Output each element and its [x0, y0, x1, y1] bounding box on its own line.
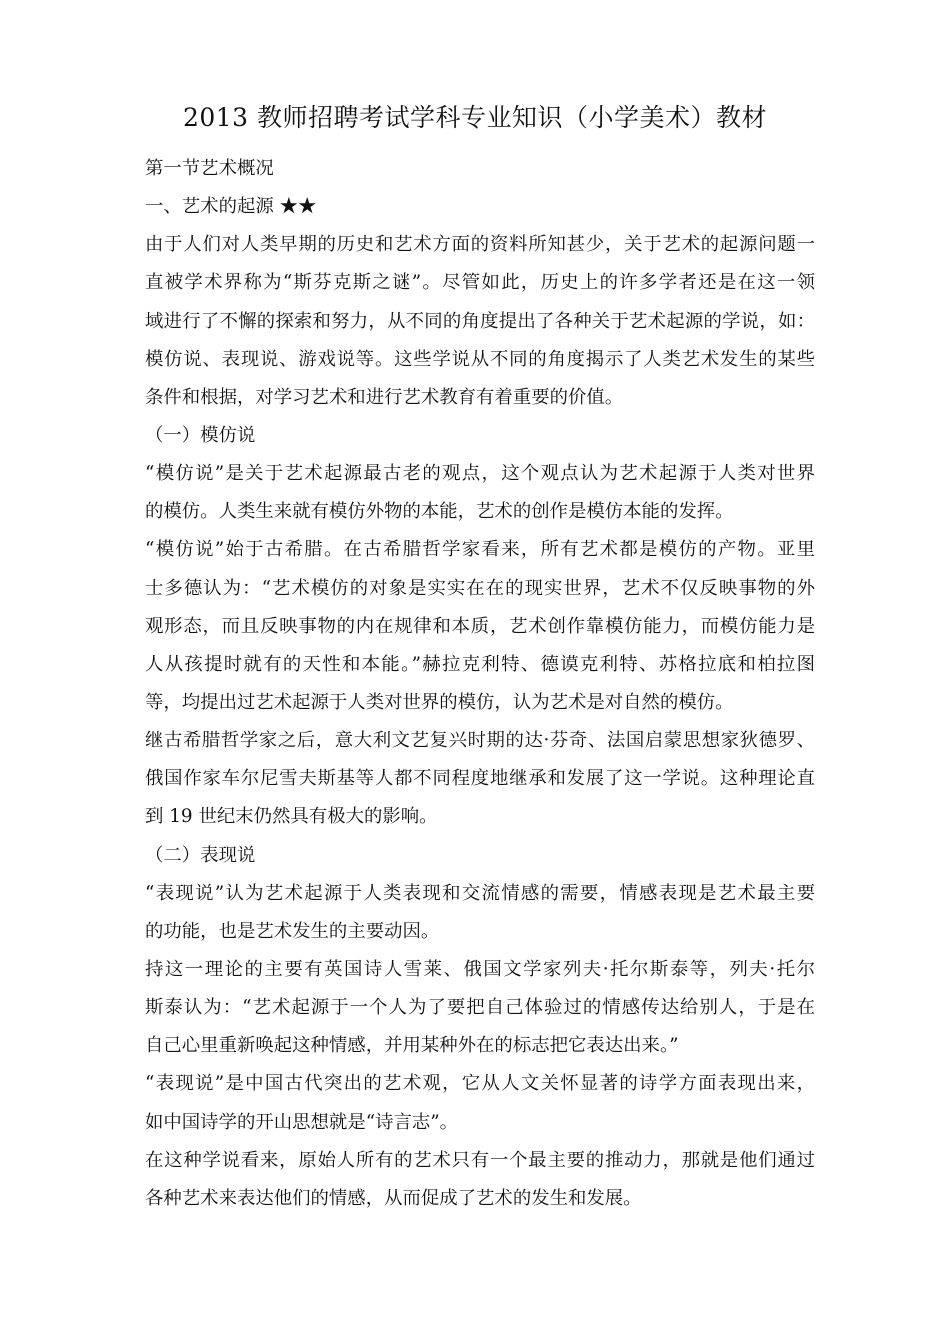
text-line: “模仿说”始于古希腊。在古希腊哲学家看来，所有艺术都是模仿的产物。亚里: [145, 539, 815, 561]
text-line: “表现说”是中国古代突出的艺术观，它从人文关怀显著的诗学方面表现出来，: [145, 1073, 815, 1095]
text-line: （二）表现说: [145, 844, 256, 866]
text-line: 一、艺术的起源 ★★: [145, 196, 317, 218]
text-line: 人从孩提时就有的天性和本能。”赫拉克利特、德谟克利特、苏格拉底和柏拉图: [145, 653, 815, 675]
text-line: 域进行了不懈的探索和努力，从不同的角度提出了各种关于艺术起源的学说，如：: [145, 310, 815, 332]
document-body: [145, 150, 815, 1218]
text-line: 俄国作家车尔尼雪夫斯基等人都不同程度地继承和发展了这一学说。这种理论直: [145, 768, 815, 790]
text-line: 由于人们对人类早期的历史和艺术方面的资料所知甚少，关于艺术的起源问题一: [145, 234, 815, 256]
text-line: 条件和根据，对学习艺术和进行艺术教育有着重要的价值。: [145, 386, 624, 408]
text-line: 等，均提出过艺术起源于人类对世界的模仿，认为艺术是对自然的模仿。: [145, 691, 734, 713]
text-line: 观形态，而且反映事物的内在规律和本质，艺术创作靠模仿能力，而模仿能力是: [145, 615, 815, 637]
text-line: “表现说”认为艺术起源于人类表现和交流情感的需要，情感表现是艺术最主要: [145, 882, 815, 904]
text-line: 模仿说、表现说、游戏说等。这些学说从不同的角度揭示了人类艺术发生的某些: [145, 348, 815, 370]
text-line: 直被学术界称为“斯芬克斯之谜”。尽管如此，历史上的许多学者还是在这一领: [145, 272, 815, 294]
text-line: 持这一理论的主要有英国诗人雪莱、俄国文学家列夫·托尔斯泰等，列夫·托尔: [145, 958, 815, 980]
text-line: 各种艺术来表达他们的情感，从而促成了艺术的发生和发展。: [145, 1187, 642, 1209]
text-line: 在这种学说看来，原始人所有的艺术只有一个最主要的推动力，那就是他们通过: [145, 1149, 815, 1171]
text-line: （一）模仿说: [145, 424, 256, 446]
text-line: 如中国诗学的开山思想就是“诗言志”。: [145, 1111, 459, 1133]
text-line: 自己心里重新唤起这种情感，并用某种外在的标志把它表达出来。”: [145, 1035, 679, 1057]
text-line: 的功能，也是艺术发生的主要动因。: [145, 920, 440, 942]
text-line: 继古希腊哲学家之后，意大利文艺复兴时期的达·芬奇、法国启蒙思想家狄德罗、: [145, 730, 815, 752]
text-line: 到 19 世纪末仍然具有极大的影响。: [145, 806, 438, 828]
text-line: 士多德认为：“艺术模仿的对象是实实在在的现实世界，艺术不仅反映事物的外: [145, 577, 815, 599]
text-line: “模仿说”是关于艺术起源最古老的观点，这个观点认为艺术起源于人类对世界: [145, 463, 815, 485]
document-title: 2013 教师招聘考试学科专业知识（小学美术）教材: [182, 103, 768, 132]
text-line: 斯泰认为：“艺术起源于一个人为了要把自己体验过的情感传达给别人，于是在: [145, 997, 815, 1019]
text-line: 第一节艺术概况: [145, 158, 274, 179]
text-line: 的模仿。人类生来就有模仿外物的本能，艺术的创作是模仿本能的发挥。: [145, 501, 734, 523]
